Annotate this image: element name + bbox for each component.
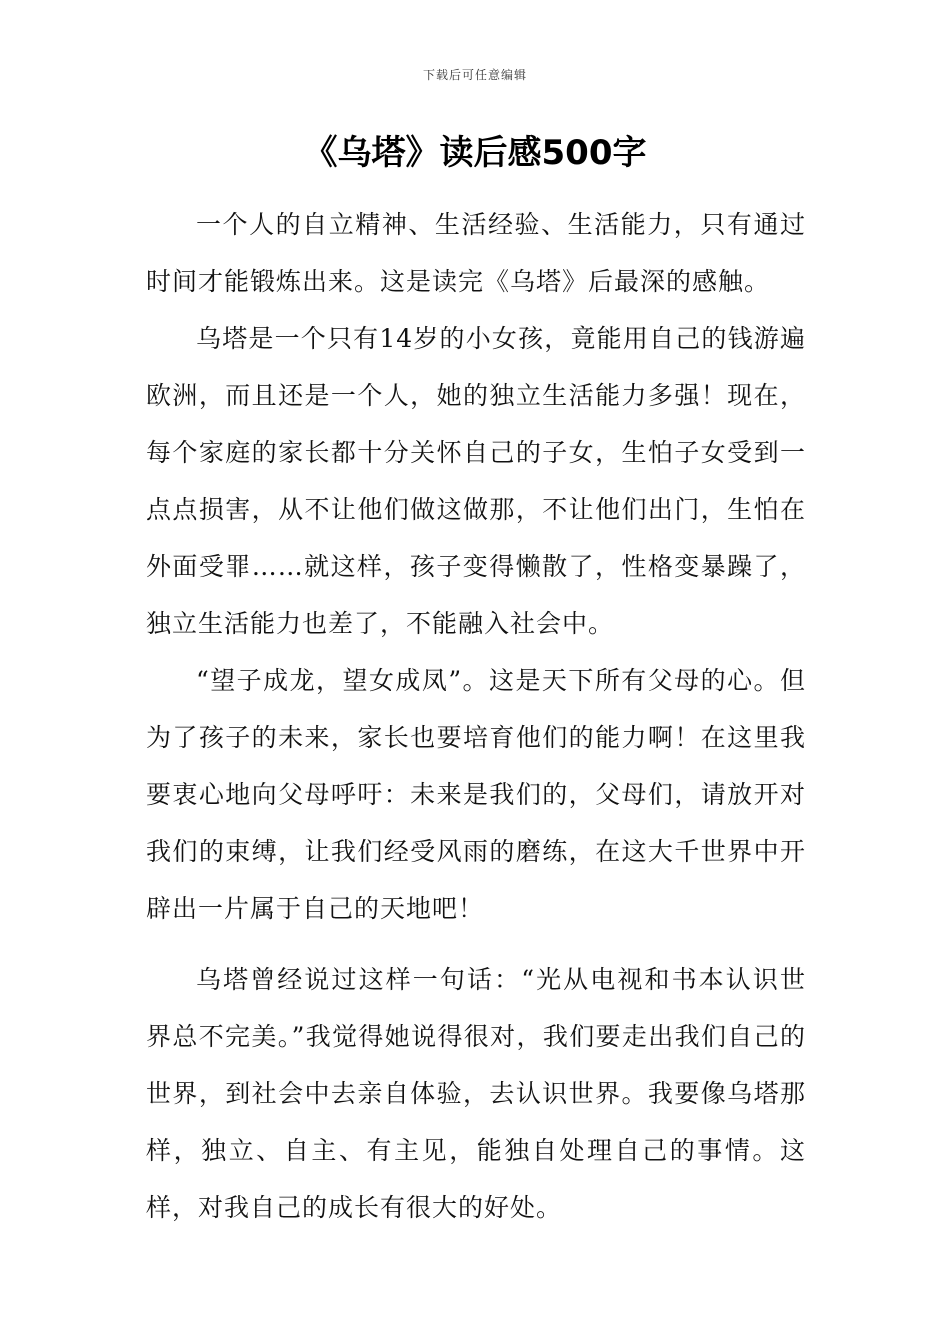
paragraph-2: 乌塔是一个只有14岁的小女孩，竟能用自己的钱游遍欧洲，而且还是一个人，她的独立生活能力多强！现在，每个家庭的家长都十分关怀自己的子女，生怕子女受到一点点损害，从不让他们做这做那，不让他们出门，生怕在外面受罪……就这样，孩子变得懒散了，性格变暴躁了，独立生活能力也差了，不能融入社会中。 — [146, 324, 806, 638]
paragraph-4: 乌塔曾经说过这样一句话：“光从电视和书本认识世界总不完美。”我觉得她说得很对，我们要走出我们自己的世界，到社会中去亲自体验，去认识世界。我要像乌塔那样，独立、自主、有主见，能独自处理自己的事情。这样，对我自己的成长有很大的好处。 — [146, 965, 806, 1222]
paragraph-1: 一个人的自立精神、生活经验、生活能力，只有通过时间才能锻炼出来。这是读完《乌塔》后最深的感触。 — [146, 210, 806, 296]
header-note: 下载后可任意编辑 — [422, 68, 527, 82]
document-body — [146, 196, 806, 1236]
document-title: 《乌塔》读后感500字 — [303, 133, 647, 173]
paragraph-3: “望子成龙，望女成凤”。这是天下所有父母的心。但为了孩子的未来，家长也要培育他们的能力啊！在这里我要衷心地向父母呼吁：未来是我们的，父母们，请放开对我们的束缚，让我们经受风雨的磨练，在这大千世界中开辟出一片属于自己的天地吧！ — [146, 666, 806, 923]
